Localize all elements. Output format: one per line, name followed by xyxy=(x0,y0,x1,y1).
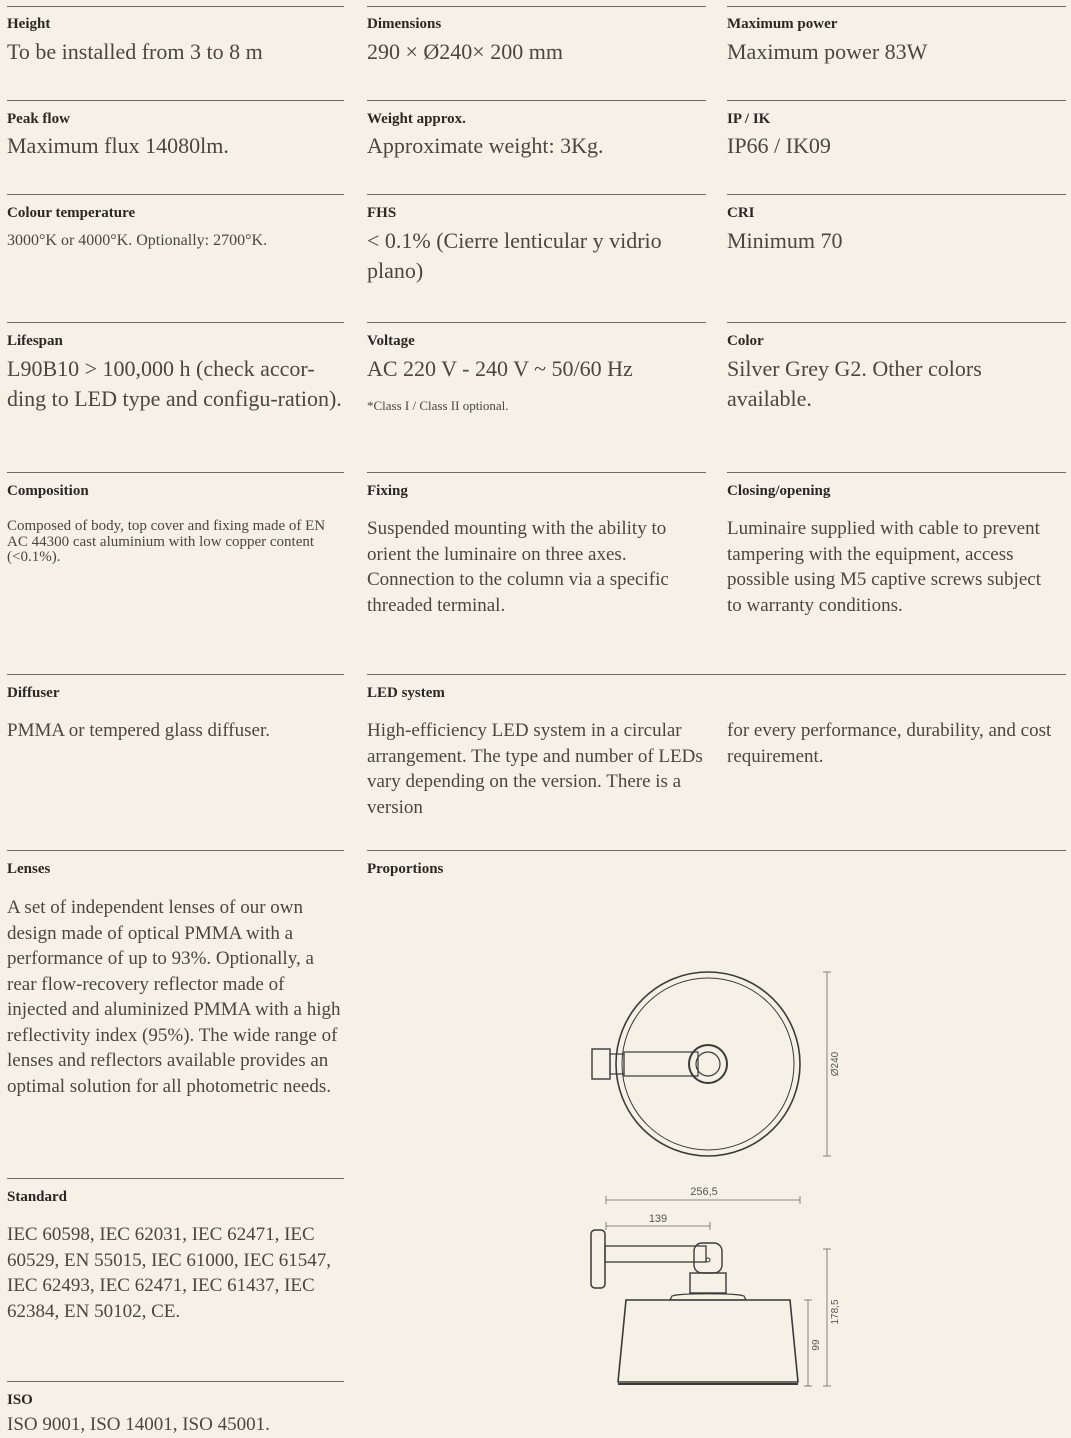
arm xyxy=(624,1052,698,1076)
cri-label: CRI xyxy=(727,205,755,221)
top-view xyxy=(592,972,831,1156)
width-total-label: 256,5 xyxy=(690,1186,718,1198)
color-label: Color xyxy=(727,333,764,349)
standard-label: Standard xyxy=(7,1189,68,1205)
fhs-value: < 0.1% (Cierre lenticular y vidrio plano) xyxy=(367,228,662,283)
lenses-value: A set of independent lenses of our own design made of optical PMMA with a performance of up to 93%. Optionally, a rear flow-recovery reflector made of injected and aluminized PMMA with a high reflectivity index (95%). The wide range of lenses and reflectors available provides an optimal solution for all photometric needs. xyxy=(7,897,341,1097)
voltage-label: Voltage xyxy=(367,333,415,349)
proportions-label: Proportions xyxy=(367,861,444,877)
max-power-label: Maximum power xyxy=(727,16,838,32)
lenses-label: Lenses xyxy=(7,861,51,877)
lifespan-value: L90B10 > 100,000 h (check accor-ding to LED type and configu-ration). xyxy=(7,356,342,411)
lifespan-label: Lifespan xyxy=(7,333,63,349)
side-view xyxy=(591,1196,831,1386)
diameter-label: Ø240 xyxy=(830,1051,841,1077)
closing-label: Closing/opening xyxy=(727,483,831,499)
neck xyxy=(690,1273,726,1293)
ip-ik-value: IP66 / IK09 xyxy=(727,133,831,158)
composition-value: Composed of body, top cover and fixing made of EN AC 44300 cast aluminium with low copper content (<0.1%). xyxy=(7,518,326,565)
width-arm-label: 139 xyxy=(648,1213,668,1225)
height-total-label: 178,5 xyxy=(830,1299,841,1325)
voltage-note: *Class I / Class II optional. xyxy=(367,398,509,413)
luminaire-inner-circle xyxy=(622,978,794,1150)
closing-value: Luminaire supplied with cable to prevent tampering with the equipment, access possible using M5 captive screws subject to warranty conditions. xyxy=(727,518,1041,616)
ip-ik-label: IP / IK xyxy=(727,111,771,127)
fixing-label: Fixing xyxy=(367,483,408,499)
color-value: Silver Grey G2. Other colors available. xyxy=(727,356,982,411)
dimensions-value: 290 × Ø240× 200 mm xyxy=(367,39,563,64)
voltage-value: AC 220 V - 240 V ~ 50/60 Hz xyxy=(367,356,633,381)
dimensions-label: Dimensions xyxy=(367,16,442,32)
diffuser-value: PMMA or tempered glass diffuser. xyxy=(7,720,270,741)
colour-temperature-value: 3000°K or 4000°K. Optionally: 2700°K. xyxy=(7,232,268,249)
luminaire-outer-circle xyxy=(616,972,800,1156)
arm xyxy=(605,1246,706,1262)
iso-value: ISO 9001, ISO 14001, ISO 45001. xyxy=(7,1414,270,1435)
fixing-value: Suspended mounting with the ability to orient the luminaire on three axes. Connection to the column via a specific threaded terminal. xyxy=(367,518,669,616)
weight-label: Weight approx. xyxy=(367,111,466,127)
body xyxy=(618,1300,798,1382)
peak-flow-label: Peak flow xyxy=(7,111,70,127)
height-body-label: 99 xyxy=(811,1339,822,1351)
led-system-value: High-efficiency LED system in a circular arrangement. The type and number of LEDs vary depending on the version. There is a version xyxy=(367,720,703,818)
iso-label: ISO xyxy=(7,1392,33,1408)
max-power-value: Maximum power 83W xyxy=(727,39,928,64)
joint-outer xyxy=(689,1045,727,1083)
peak-flow-value: Maximum flux 14080lm. xyxy=(7,133,229,158)
led-system-value-continued: for every performance, durability, and cost requirement. xyxy=(727,720,1052,767)
height-label: Height xyxy=(7,16,51,32)
standard-value: IEC 60598, IEC 62031, IEC 62471, IEC 60529, EN 55015, IEC 61000, IEC 61547, IEC 62493, IEC 62471, IEC 61437, IEC 62384, EN 50102, CE. xyxy=(7,1224,332,1322)
led-system-label: LED system xyxy=(367,685,445,701)
height-value: To be installed from 3 to 8 m xyxy=(7,39,263,64)
mount-plate xyxy=(591,1230,605,1288)
fhs-label: FHS xyxy=(367,205,397,221)
cap xyxy=(670,1294,746,1300)
composition-label: Composition xyxy=(7,483,89,499)
diffuser-label: Diffuser xyxy=(7,685,60,701)
mount-plate xyxy=(592,1049,610,1079)
weight-value: Approximate weight: 3Kg. xyxy=(367,133,604,158)
joint-inner xyxy=(696,1052,720,1076)
cri-value: Minimum 70 xyxy=(727,228,843,253)
colour-temperature-label: Colour temperature xyxy=(7,205,136,221)
